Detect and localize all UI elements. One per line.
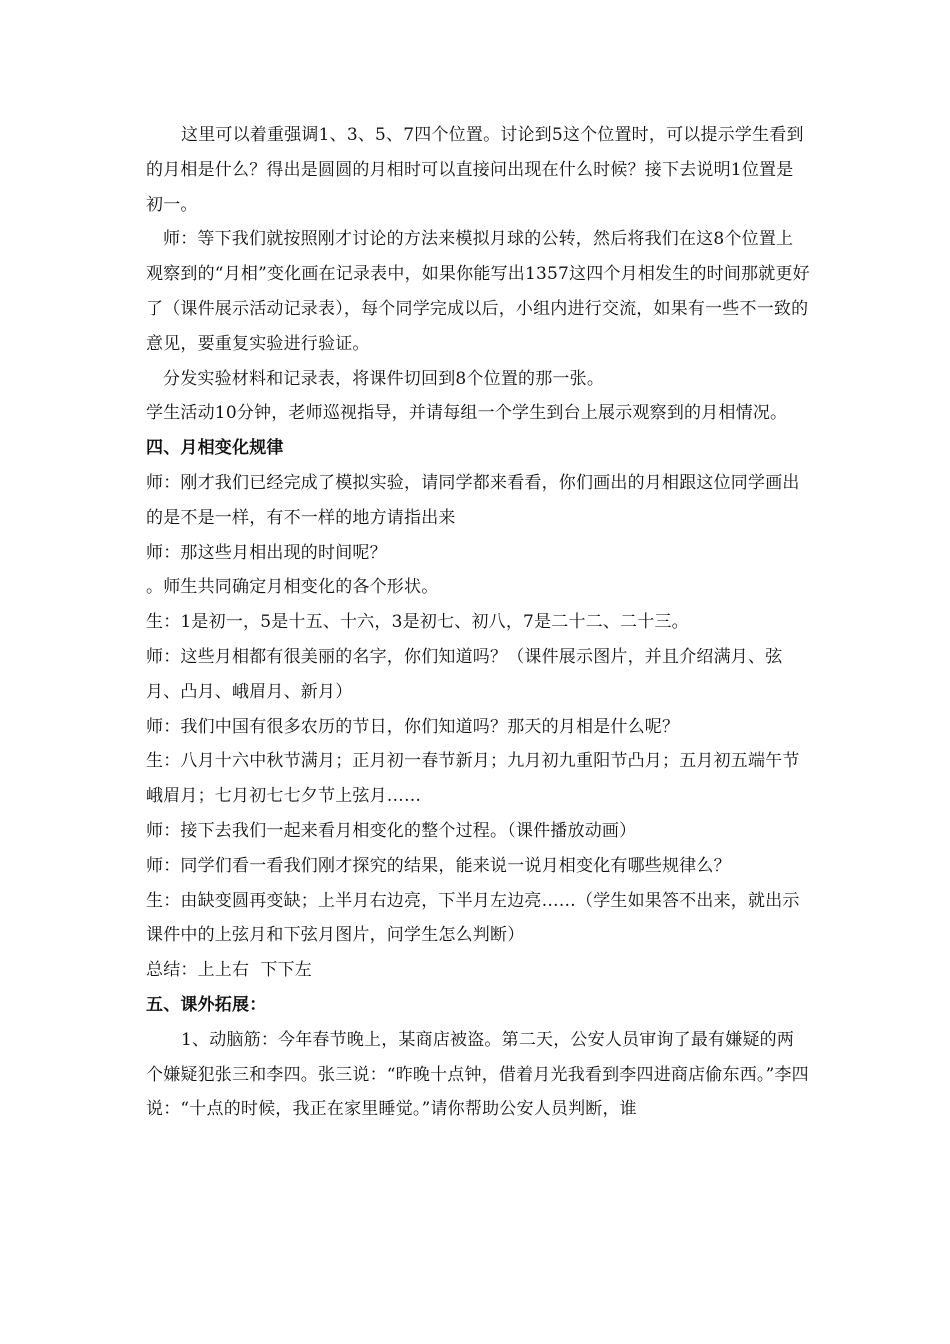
paragraph-moon-positions: 这里可以着重强调1、3、5、7四个位置。讨论到5这个位置时，可以提示学生看到的月相是什么？得出是圆圆的月相时可以直接问出现在什么时候？接下去说明1位置是初一。 — [146, 125, 804, 215]
paragraph-teacher-festivals: 师：我们中国有很多农历的节日，你们知道吗？那天的月相是什么呢？ — [146, 716, 680, 737]
paragraph-determine-shapes: 。师生共同确定月相变化的各个形状。 — [146, 577, 439, 598]
section-heading-moon-phase-rules: 四、月相变化规律 — [146, 438, 284, 459]
section-heading-extension: 五、课外拓展： — [146, 994, 267, 1015]
paragraph-teacher-compare: 师：刚才我们已经完成了模拟实验，请同学都来看看，你们画出的月相跟这位同学画出的是不是一样，有不一样的地方请指出来 — [146, 472, 800, 528]
document-body — [146, 118, 810, 1127]
paragraph-student-activity: 学生活动10分钟，老师巡视指导，并请每组一个学生到台上展示观察到的月相情况。 — [146, 403, 788, 424]
paragraph-teacher-animation: 师：接下去我们一起来看月相变化的整个过程。（课件播放动画） — [146, 820, 637, 841]
paragraph-distribute-materials: 分发实验材料和记录表，将课件切回到8个位置的那一张。 — [163, 368, 605, 389]
paragraph-teacher-rules-question: 师：同学们看一看我们刚才探究的结果，能来说一说月相变化有哪些规律么？ — [146, 855, 731, 876]
paragraph-summary: 总结：上上右 下下左 — [146, 960, 313, 981]
paragraph-student-rules: 生：由缺变圆再变缺；上半月右边亮，下半月左边亮……（学生如果答不出来，就出示课件中的上弦月和下弦月图片，问学生怎么判断） — [146, 890, 800, 946]
paragraph-teacher-names: 师：这些月相都有很美丽的名字，你们知道吗？（课件展示图片，并且介绍满月、弦月、凸月、峨眉月、新月） — [146, 646, 783, 702]
paragraph-teacher-time: 师：那这些月相出现的时间呢？ — [146, 542, 387, 563]
paragraph-student-festivals: 生：八月十六中秋节满月；正月初一春节新月；九月初九重阳节凸月；五月初五端午节峨眉月；七月初七七夕节上弦月…… — [146, 751, 800, 807]
paragraph-brain-teaser: 1、动脑筋：今年春节晚上，某商店被盗。第二天，公安人员审询了最有嫌疑的两个嫌疑犯张三和李四。张三说：“昨晚十点钟，借着月光我看到李四进商店偷东西。”李四说：“十点的时候，我正在家里睡觉。”请你帮助公安人员判断，谁 — [146, 1029, 809, 1120]
paragraph-student-dates: 生：1是初一，5是十五、十六，3是初七、初八，7是二十二、二十三。 — [146, 612, 689, 633]
paragraph-teacher-simulation: 师：等下我们就按照刚才讨论的方法来模拟月球的公转，然后将我们在这8个位置上观察到的“月相”变化画在记录表中，如果你能写出1357这四个月相发生的时间那就更好了（课件展示活动记录表），每个同学完成以后，小组内进行交流，如果有一些不一致的意见，要重复实验进行验证。 — [146, 229, 810, 354]
